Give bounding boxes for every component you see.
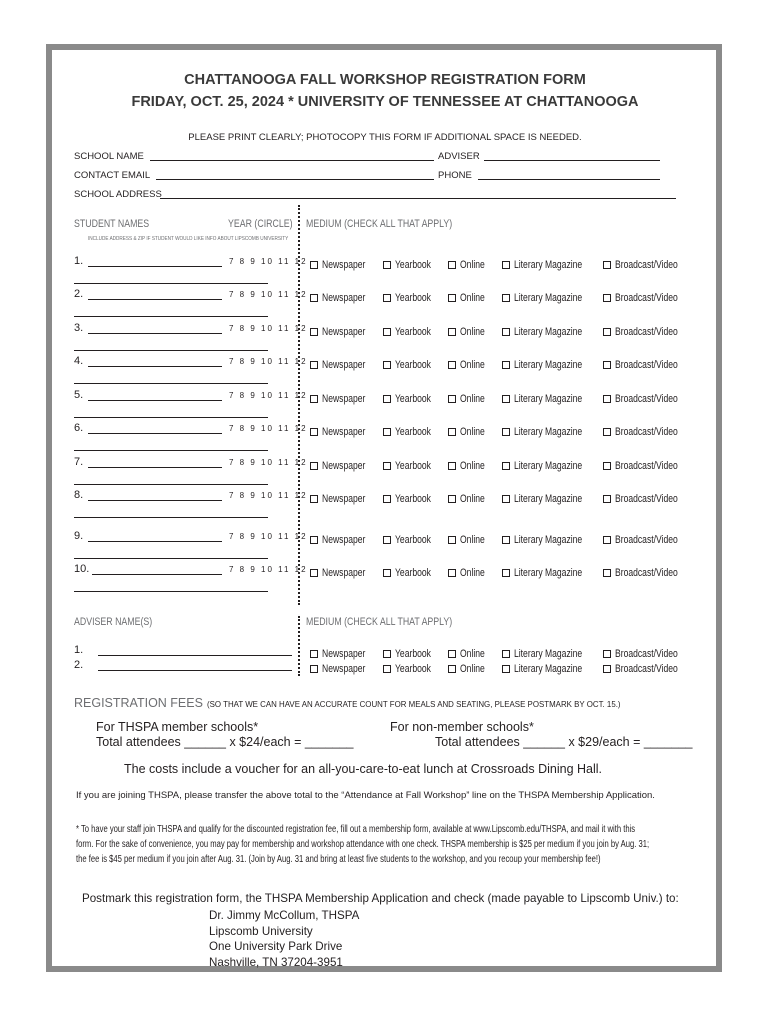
- checkbox-square-icon[interactable]: [310, 294, 318, 302]
- medium-label: Literary Magazine: [514, 326, 583, 338]
- adviser-medium-checkbox[interactable]: [502, 659, 601, 677]
- medium-label: Yearbook: [395, 493, 431, 505]
- student-number: 5.: [74, 389, 84, 401]
- year-options[interactable]: 7 8 9 10 11 12: [229, 532, 308, 541]
- medium-checkbox[interactable]: [310, 422, 378, 440]
- checkbox-square-icon[interactable]: [603, 428, 611, 436]
- checkbox-square-icon[interactable]: [502, 395, 510, 403]
- checkbox-square-icon[interactable]: [502, 328, 510, 336]
- medium-checkbox[interactable]: [310, 489, 378, 507]
- medium-checkbox[interactable]: [448, 322, 492, 340]
- medium-label: Online: [460, 534, 485, 546]
- medium-label: Online: [460, 426, 485, 438]
- medium-checkbox[interactable]: [310, 389, 378, 407]
- student-number: 6.: [74, 422, 84, 434]
- medium-label: Broadcast/Video: [615, 292, 678, 304]
- medium-checkbox[interactable]: [502, 563, 601, 581]
- checkbox-square-icon[interactable]: [502, 261, 510, 269]
- medium-checkbox[interactable]: [383, 255, 441, 273]
- adviser-names-header: ADVISER NAME(S): [74, 616, 153, 628]
- medium-label: Literary Magazine: [514, 259, 583, 271]
- student-address-field[interactable]: [74, 450, 268, 451]
- address-line: One University Park Drive: [209, 940, 343, 953]
- medium-label: Newspaper: [322, 259, 366, 271]
- medium-label: Online: [460, 663, 485, 675]
- medium-label: Broadcast/Video: [615, 460, 678, 472]
- checkbox-square-icon[interactable]: [603, 395, 611, 403]
- medium-checkbox[interactable]: [502, 255, 601, 273]
- form-subtitle: FRIDAY, OCT. 25, 2024 * UNIVERSITY OF TENNESSEE AT CHATTANOOGA: [131, 94, 639, 110]
- medium-checkbox[interactable]: [603, 288, 696, 306]
- medium-checkbox[interactable]: [502, 530, 601, 548]
- medium-label: Yearbook: [395, 326, 431, 338]
- school-name-field[interactable]: [150, 160, 434, 161]
- medium-label: Broadcast/Video: [615, 493, 678, 505]
- student-name-field[interactable]: [92, 574, 222, 575]
- student-address-field[interactable]: [74, 591, 268, 592]
- medium-checkbox[interactable]: [310, 530, 378, 548]
- student-number: 4.: [74, 355, 84, 367]
- medium-checkbox[interactable]: [310, 563, 378, 581]
- student-number: 8.: [74, 489, 84, 501]
- medium-label: Newspaper: [322, 648, 366, 660]
- school-address-field[interactable]: [160, 198, 676, 199]
- school-name-label: SCHOOL NAME: [74, 151, 144, 162]
- medium-checkbox[interactable]: [383, 389, 441, 407]
- student-number: 10.: [74, 563, 90, 575]
- print-instruction: PLEASE PRINT CLEARLY; PHOTOCOPY THIS FORM IF ADDITIONAL SPACE IS NEEDED.: [188, 132, 582, 143]
- checkbox-square-icon[interactable]: [448, 650, 456, 658]
- checkbox-square-icon[interactable]: [448, 569, 456, 577]
- checkbox-square-icon[interactable]: [383, 495, 391, 503]
- checkbox-square-icon[interactable]: [448, 395, 456, 403]
- student-number: 2.: [74, 288, 84, 300]
- checkbox-square-icon[interactable]: [448, 495, 456, 503]
- medium-label: Literary Magazine: [514, 426, 583, 438]
- fees-heading-row: [74, 694, 657, 712]
- medium-checkbox[interactable]: [383, 563, 441, 581]
- address-line: Nashville, TN 37204-3951: [209, 955, 343, 969]
- medium-label: Newspaper: [322, 663, 366, 675]
- medium-checkbox[interactable]: [310, 288, 378, 306]
- medium-label: Literary Magazine: [514, 393, 583, 405]
- checkbox-square-icon[interactable]: [383, 428, 391, 436]
- year-header: YEAR (CIRCLE): [228, 218, 293, 230]
- student-address-field[interactable]: [74, 558, 268, 559]
- student-name-field[interactable]: [88, 541, 222, 542]
- address-line: Lipscomb University: [209, 924, 313, 938]
- student-number: 1.: [74, 255, 84, 267]
- adviser-medium-checkbox[interactable]: [310, 659, 378, 677]
- medium-checkbox[interactable]: [502, 456, 601, 474]
- medium-checkbox[interactable]: [448, 489, 492, 507]
- checkbox-square-icon[interactable]: [383, 569, 391, 577]
- footnote-line-3: the fee is $45 per medium if you join after Aug. 31. (Join by Aug. 31 and bring at least five students to the workshop, and you recoup your membership fee!): [76, 854, 601, 865]
- footnote-line-2: form. For the sake of convenience, you may pay for membership and workshop attendance with one check. THSPA membership is $25 per medium if you join by Aug. 31;: [76, 839, 650, 850]
- medium-label: Literary Magazine: [514, 359, 583, 371]
- checkbox-square-icon[interactable]: [603, 569, 611, 577]
- student-number: 9.: [74, 530, 84, 542]
- checkbox-square-icon[interactable]: [448, 328, 456, 336]
- medium-checkbox[interactable]: [603, 563, 696, 581]
- student-address-field[interactable]: [74, 316, 268, 317]
- medium-checkbox[interactable]: [502, 355, 601, 373]
- fees-heading-note: (SO THAT WE CAN HAVE AN ACCURATE COUNT FOR MEALS AND SEATING, PLEASE POSTMARK BY OCT. 15.): [207, 699, 621, 709]
- member-total[interactable]: Total attendees ______ x $24/each = _______: [96, 735, 354, 749]
- checkbox-square-icon[interactable]: [383, 294, 391, 302]
- medium-header: MEDIUM (CHECK ALL THAT APPLY): [306, 218, 453, 230]
- nonmember-label: For non-member schools*: [390, 720, 534, 734]
- medium-label: Yearbook: [395, 534, 431, 546]
- mailing-intro: Postmark this registration form, the THSPA Membership Application and check (made payable to Lipscomb Univ.) to:: [82, 892, 679, 905]
- medium-checkbox[interactable]: [383, 355, 441, 373]
- medium-checkbox[interactable]: [448, 563, 492, 581]
- medium-checkbox[interactable]: [502, 288, 601, 306]
- column-divider-advisers: [298, 616, 300, 676]
- medium-label: Broadcast/Video: [615, 426, 678, 438]
- medium-label: Broadcast/Video: [615, 663, 678, 675]
- medium-checkbox[interactable]: [310, 456, 378, 474]
- medium-checkbox[interactable]: [383, 288, 441, 306]
- student-name-field[interactable]: [88, 433, 222, 434]
- year-options[interactable]: 7 8 9 10 11 12: [229, 458, 308, 467]
- student-name-field[interactable]: [88, 266, 222, 267]
- medium-label: Online: [460, 359, 485, 371]
- year-options[interactable]: 7 8 9 10 11 12: [229, 491, 308, 500]
- checkbox-square-icon[interactable]: [310, 462, 318, 470]
- medium-checkbox[interactable]: [448, 530, 492, 548]
- medium-label: Newspaper: [322, 493, 366, 505]
- member-label: For THSPA member schools*: [96, 720, 259, 734]
- student-name-field[interactable]: [88, 467, 222, 468]
- medium-checkbox[interactable]: [448, 288, 492, 306]
- adviser-medium-checkbox[interactable]: [383, 659, 441, 677]
- medium-label: Online: [460, 493, 485, 505]
- medium-checkbox[interactable]: [383, 530, 441, 548]
- checkbox-square-icon[interactable]: [603, 495, 611, 503]
- medium-checkbox[interactable]: [502, 389, 601, 407]
- checkbox-square-icon[interactable]: [603, 261, 611, 269]
- adviser-number: 2.: [74, 659, 84, 671]
- medium-label: Broadcast/Video: [615, 534, 678, 546]
- medium-label: Literary Magazine: [514, 292, 583, 304]
- adviser-field[interactable]: [484, 160, 660, 161]
- medium-checkbox[interactable]: [448, 389, 492, 407]
- year-options[interactable]: 7 8 9 10 11 12: [229, 257, 308, 266]
- medium-label: Broadcast/Video: [615, 359, 678, 371]
- checkbox-square-icon[interactable]: [310, 395, 318, 403]
- medium-label: Broadcast/Video: [615, 393, 678, 405]
- adviser-medium-header: MEDIUM (CHECK ALL THAT APPLY): [306, 616, 453, 628]
- medium-label: Newspaper: [322, 326, 366, 338]
- school-address-label: SCHOOL ADDRESS: [74, 189, 162, 200]
- student-name-field[interactable]: [88, 400, 222, 401]
- checkbox-square-icon[interactable]: [310, 495, 318, 503]
- medium-label: Newspaper: [322, 567, 366, 579]
- checkbox-square-icon[interactable]: [448, 665, 456, 673]
- medium-checkbox[interactable]: [448, 456, 492, 474]
- medium-checkbox[interactable]: [603, 389, 696, 407]
- checkbox-square-icon[interactable]: [310, 328, 318, 336]
- medium-checkbox[interactable]: [383, 456, 441, 474]
- checkbox-square-icon[interactable]: [448, 428, 456, 436]
- medium-label: Literary Magazine: [514, 648, 583, 660]
- student-name-field[interactable]: [88, 366, 222, 367]
- checkbox-square-icon[interactable]: [310, 536, 318, 544]
- checkbox-square-icon[interactable]: [502, 428, 510, 436]
- medium-checkbox[interactable]: [448, 255, 492, 273]
- medium-checkbox[interactable]: [383, 422, 441, 440]
- medium-label: Online: [460, 460, 485, 472]
- medium-label: Newspaper: [322, 460, 366, 472]
- medium-label: Yearbook: [395, 648, 431, 660]
- year-options[interactable]: 7 8 9 10 11 12: [229, 565, 308, 574]
- medium-label: Online: [460, 567, 485, 579]
- student-number: 3.: [74, 322, 84, 334]
- adviser-medium-checkbox[interactable]: [448, 659, 492, 677]
- medium-label: Literary Magazine: [514, 493, 583, 505]
- checkbox-square-icon[interactable]: [502, 536, 510, 544]
- student-number: 7.: [74, 456, 84, 468]
- contact-email-label: CONTACT EMAIL: [74, 170, 151, 181]
- medium-label: Newspaper: [322, 359, 366, 371]
- checkbox-square-icon[interactable]: [448, 294, 456, 302]
- checkbox-square-icon[interactable]: [603, 328, 611, 336]
- medium-label: Broadcast/Video: [615, 648, 678, 660]
- checkbox-square-icon[interactable]: [383, 261, 391, 269]
- checkbox-square-icon[interactable]: [310, 428, 318, 436]
- checkbox-square-icon[interactable]: [502, 361, 510, 369]
- medium-checkbox[interactable]: [603, 530, 696, 548]
- student-address-field[interactable]: [74, 383, 268, 384]
- adviser-medium-checkbox[interactable]: [603, 659, 696, 677]
- address-line: Dr. Jimmy McCollum, THSPA: [209, 909, 360, 922]
- medium-label: Online: [460, 648, 485, 660]
- checkbox-square-icon[interactable]: [603, 665, 611, 673]
- medium-label: Literary Magazine: [514, 534, 583, 546]
- medium-label: Broadcast/Video: [615, 326, 678, 338]
- adviser-name-field[interactable]: [98, 655, 292, 656]
- medium-checkbox[interactable]: [448, 422, 492, 440]
- checkbox-square-icon[interactable]: [502, 569, 510, 577]
- checkbox-square-icon[interactable]: [310, 650, 318, 658]
- checkbox-square-icon[interactable]: [383, 665, 391, 673]
- medium-label: Yearbook: [395, 460, 431, 472]
- checkbox-square-icon[interactable]: [603, 361, 611, 369]
- medium-label: Newspaper: [322, 534, 366, 546]
- checkbox-square-icon[interactable]: [603, 650, 611, 658]
- checkbox-square-icon[interactable]: [383, 650, 391, 658]
- checkbox-square-icon[interactable]: [310, 261, 318, 269]
- student-name-field[interactable]: [88, 299, 222, 300]
- medium-label: Yearbook: [395, 292, 431, 304]
- include-address-note: INCLUDE ADDRESS & ZIP IF STUDENT WOULD LIKE INFO ABOUT LIPSCOMB UNIVERSITY: [88, 236, 289, 242]
- year-options[interactable]: 7 8 9 10 11 12: [229, 324, 308, 333]
- medium-label: Newspaper: [322, 393, 366, 405]
- phone-label: PHONE: [438, 170, 472, 181]
- medium-label: Literary Magazine: [514, 460, 583, 472]
- checkbox-square-icon[interactable]: [310, 665, 318, 673]
- checkbox-square-icon[interactable]: [502, 650, 510, 658]
- student-names-header: STUDENT NAMES: [74, 218, 150, 230]
- student-name-field[interactable]: [88, 500, 222, 501]
- medium-label: Yearbook: [395, 567, 431, 579]
- year-options[interactable]: 7 8 9 10 11 12: [229, 391, 308, 400]
- checkbox-square-icon[interactable]: [603, 462, 611, 470]
- medium-label: Yearbook: [395, 259, 431, 271]
- student-address-field[interactable]: [74, 517, 268, 518]
- medium-label: Yearbook: [395, 663, 431, 675]
- join-note: If you are joining THSPA, please transfer the above total to the “Attendance at Fall Workshop” line on the THSPA Membership Application.: [76, 790, 655, 801]
- medium-checkbox[interactable]: [603, 456, 696, 474]
- student-address-field[interactable]: [74, 484, 268, 485]
- adviser-name-field[interactable]: [98, 670, 292, 671]
- medium-checkbox[interactable]: [502, 489, 601, 507]
- checkbox-square-icon[interactable]: [383, 462, 391, 470]
- student-name-field[interactable]: [88, 333, 222, 334]
- medium-checkbox[interactable]: [603, 355, 696, 373]
- student-address-field[interactable]: [74, 350, 268, 351]
- checkbox-square-icon[interactable]: [448, 261, 456, 269]
- adviser-number: 1.: [74, 644, 84, 656]
- year-options[interactable]: 7 8 9 10 11 12: [229, 424, 308, 433]
- checkbox-square-icon[interactable]: [502, 462, 510, 470]
- year-options[interactable]: 7 8 9 10 11 12: [229, 290, 308, 299]
- medium-label: Online: [460, 393, 485, 405]
- contact-email-field[interactable]: [156, 179, 434, 180]
- mailing-address: [209, 908, 359, 970]
- medium-label: Yearbook: [395, 359, 431, 371]
- adviser-label: ADVISER: [438, 151, 480, 162]
- fees-heading: REGISTRATION FEES: [74, 696, 203, 710]
- checkbox-square-icon[interactable]: [310, 361, 318, 369]
- checkbox-square-icon[interactable]: [603, 294, 611, 302]
- medium-checkbox[interactable]: [383, 489, 441, 507]
- checkbox-square-icon[interactable]: [502, 665, 510, 673]
- checkbox-square-icon[interactable]: [383, 328, 391, 336]
- checkbox-square-icon[interactable]: [383, 361, 391, 369]
- medium-checkbox[interactable]: [603, 322, 696, 340]
- medium-label: Newspaper: [322, 426, 366, 438]
- checkbox-square-icon[interactable]: [448, 462, 456, 470]
- medium-checkbox[interactable]: [383, 322, 441, 340]
- student-address-field[interactable]: [74, 283, 268, 284]
- checkbox-square-icon[interactable]: [502, 294, 510, 302]
- medium-checkbox[interactable]: [502, 322, 601, 340]
- medium-checkbox[interactable]: [603, 255, 696, 273]
- medium-checkbox[interactable]: [448, 355, 492, 373]
- checkbox-square-icon[interactable]: [383, 536, 391, 544]
- student-address-field[interactable]: [74, 417, 268, 418]
- medium-label: Literary Magazine: [514, 567, 583, 579]
- medium-checkbox[interactable]: [310, 355, 378, 373]
- checkbox-square-icon[interactable]: [383, 395, 391, 403]
- checkbox-square-icon[interactable]: [448, 536, 456, 544]
- checkbox-square-icon[interactable]: [603, 536, 611, 544]
- medium-checkbox[interactable]: [502, 422, 601, 440]
- medium-label: Yearbook: [395, 426, 431, 438]
- medium-label: Online: [460, 326, 485, 338]
- medium-label: Online: [460, 259, 485, 271]
- year-options[interactable]: 7 8 9 10 11 12: [229, 357, 308, 366]
- medium-label: Online: [460, 292, 485, 304]
- medium-label: Yearbook: [395, 393, 431, 405]
- checkbox-square-icon[interactable]: [310, 569, 318, 577]
- medium-label: Literary Magazine: [514, 663, 583, 675]
- medium-label: Broadcast/Video: [615, 567, 678, 579]
- checkbox-square-icon[interactable]: [448, 361, 456, 369]
- phone-field[interactable]: [478, 179, 660, 180]
- medium-checkbox[interactable]: [603, 422, 696, 440]
- medium-checkbox[interactable]: [603, 489, 696, 507]
- nonmember-total[interactable]: Total attendees ______ x $29/each = _______: [435, 735, 693, 749]
- footnote-line-1: * To have your staff join THSPA and qualify for the discounted registration fee, fill out a membership form, available at www.Lipscomb.edu/THSPA, and mail it with this: [76, 824, 636, 835]
- medium-label: Newspaper: [322, 292, 366, 304]
- medium-label: Broadcast/Video: [615, 259, 678, 271]
- medium-checkbox[interactable]: [310, 255, 378, 273]
- form-title: CHATTANOOGA FALL WORKSHOP REGISTRATION FORM: [184, 72, 586, 88]
- checkbox-square-icon[interactable]: [502, 495, 510, 503]
- medium-checkbox[interactable]: [310, 322, 378, 340]
- voucher-note: The costs include a voucher for an all-you-care-to-eat lunch at Crossroads Dining Hall.: [124, 762, 603, 776]
